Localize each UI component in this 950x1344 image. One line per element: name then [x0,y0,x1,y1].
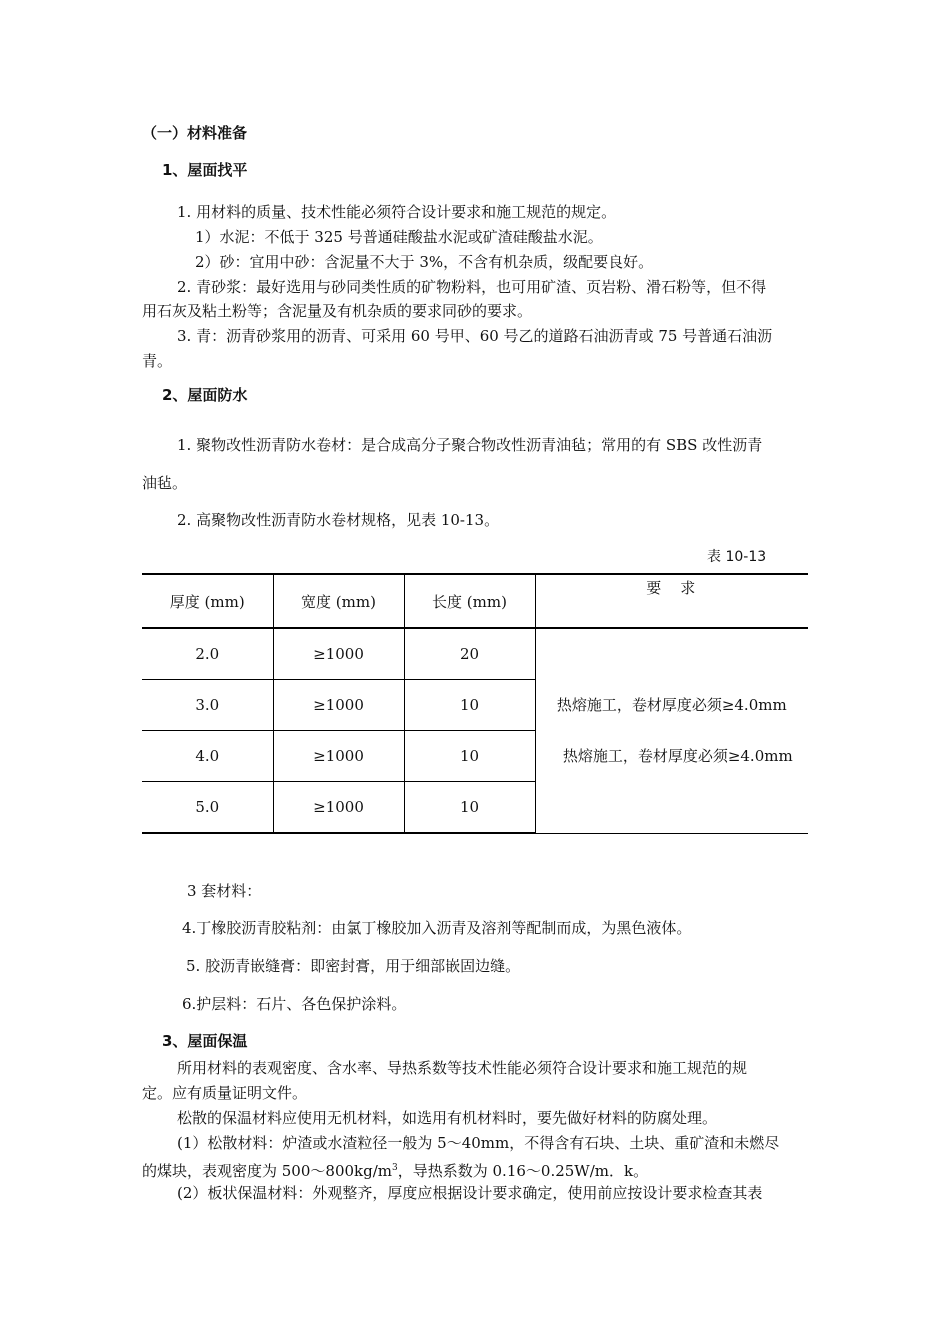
cell-thickness: 4.0 [142,731,273,782]
header-requirement: 要 求 [535,574,808,628]
paragraph-line: 所用材料的表观密度、含水率、导热系数等技术性能必须符合设计要求和施工规范的规 [177,1059,748,1077]
paragraph-line: 1. 聚物改性沥青防水卷材：是合成高分子聚合物改性沥青油毡；常用的有 SBS 改性沥青 [177,436,763,454]
cell-length: 10 [404,782,535,834]
paragraph-line: 2. 高聚物改性沥青防水卷材规格，见表 10-13。 [177,511,500,529]
header-length: 长度 (mm) [404,574,535,628]
cell-length: 10 [404,680,535,731]
paragraph-line: 3 套材料： [187,882,262,900]
paragraph-line: 松散的保温材料应使用无机材料，如选用有机材料时，要先做好材料的防腐处理。 [177,1109,718,1127]
paragraph-line: 3. 青：沥青砂浆用的沥青、可采用 60 号甲、60 号乙的道路石油沥青或 75 号普通石油沥 [177,327,773,345]
header-thickness: 厚度 (mm) [142,574,273,628]
cell-length: 20 [404,628,535,680]
cell-thickness: 5.0 [142,782,273,834]
paragraph-line: 2）砂：宜用中砂：含泥量不大于 3%，不含有机杂质，级配要良好。 [195,253,654,271]
cell-width: ≥1000 [273,680,404,731]
paragraph-line: 定。应有质量证明文件。 [142,1084,308,1102]
table-row [142,628,808,680]
text-run: 的煤块，表观密度为 500～800kg/m [142,1162,392,1180]
table-header-row [142,574,808,628]
section-3-title: 3、屋面保温 [162,1032,248,1050]
cell-width: ≥1000 [273,782,404,834]
text-run: ，导热系数为 0.16～0.25W/m．k。 [397,1162,649,1180]
requirement-line: 热熔施工，卷材厚度必须≥4.0mm [562,746,793,765]
cell-requirement [535,628,808,833]
paragraph-line: 6.护层料：石片、各色保护涂料。 [182,995,407,1013]
paragraph-line: 用石灰及粘土粉等；含泥量及有机杂质的要求同砂的要求。 [142,302,533,320]
paragraph-line [142,1158,648,1181]
section-1-title: 1、屋面找平 [162,161,248,179]
paragraph-line: 1）水泥：不低于 325 号普通硅酸盐水泥或矿渣硅酸盐水泥。 [195,228,603,246]
table-caption: 表 10-13 [707,549,767,565]
cell-length: 10 [404,731,535,782]
paragraph-line: 青。 [142,352,173,370]
cell-width: ≥1000 [273,628,404,680]
superscript: 3 [392,1163,398,1173]
cell-width: ≥1000 [273,731,404,782]
paragraph-line: 油毡。 [142,474,188,492]
paragraph-line: 1. 用材料的质量、技术性能必须符合设计要求和施工规范的规定。 [177,203,617,221]
spec-table [142,573,808,834]
paragraph-line: 5. 胶沥青嵌缝膏：即密封膏，用于细部嵌固边缝。 [186,957,521,975]
paragraph-line: 2. 青砂浆：最好选用与砂同类性质的矿物粉料，也可用矿渣、页岩粉、滑石粉等，但不得 [177,278,767,296]
section-2-title: 2、屋面防水 [162,386,248,404]
paragraph-line: 4.丁橡胶沥青胶粘剂：由氯丁橡胶加入沥青及溶剂等配制而成，为黑色液体。 [182,919,692,937]
paragraph-line: (2）板状保温材料：外观整齐，厚度应根据设计要求确定，使用前应按设计要求检查其表 [177,1184,763,1202]
main-heading: （一）材料准备 [142,124,248,142]
requirement-line: 热熔施工，卷材厚度必须≥4.0mm [556,695,787,714]
header-width: 宽度 (mm) [273,574,404,628]
paragraph-line: (1）松散材料：炉渣或水渣粒径一般为 5～40mm，不得含有石块、土块、重矿渣和未燃尽 [177,1134,780,1152]
cell-thickness: 2.0 [142,628,273,680]
cell-thickness: 3.0 [142,680,273,731]
